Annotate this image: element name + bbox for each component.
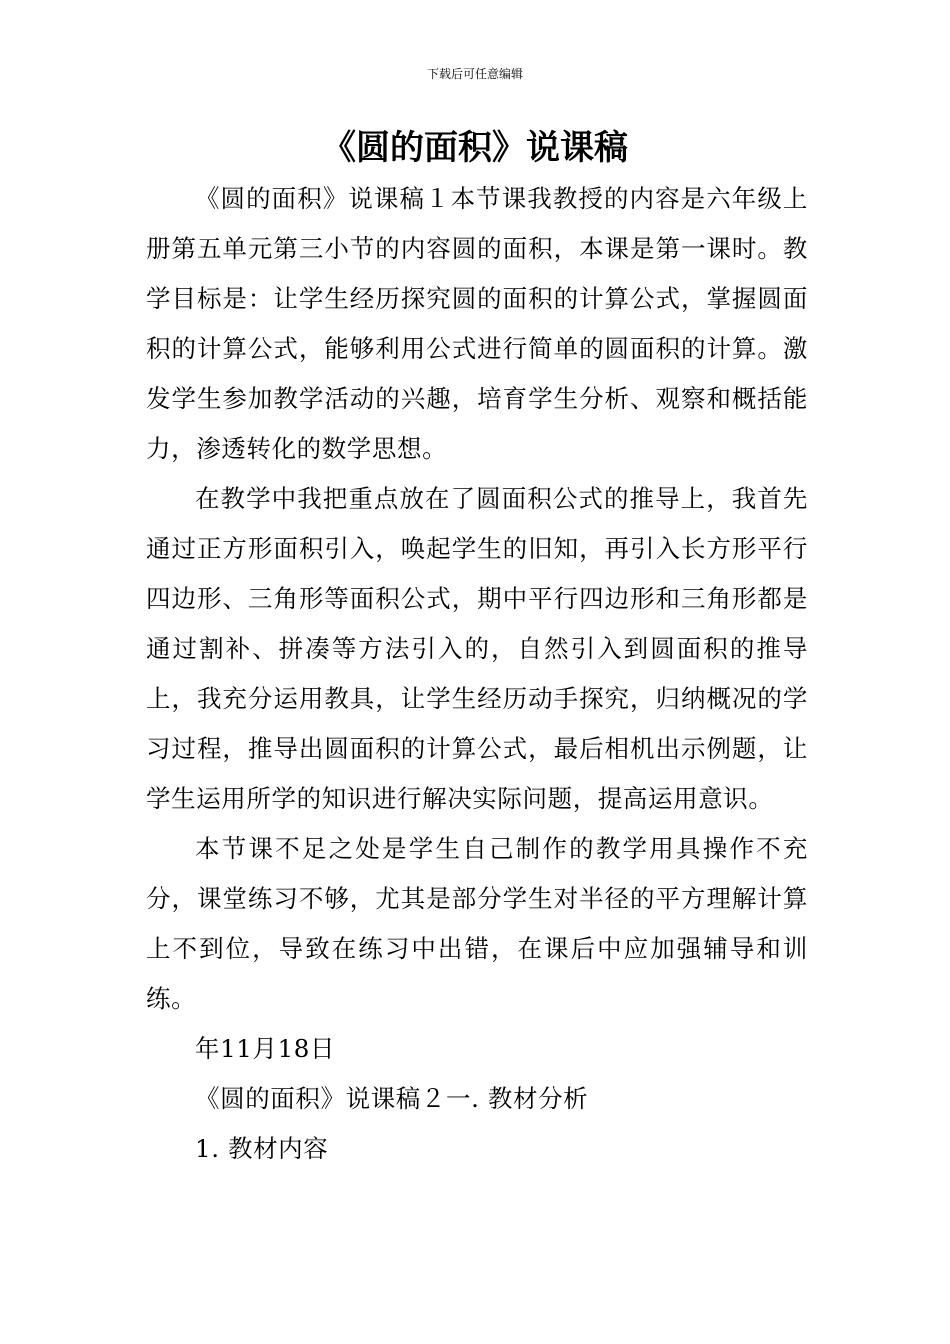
paragraph-teaching-focus: 在教学中我把重点放在了圆面积公式的推导上，我首先通过正方形面积引入，唤起学生的旧知，再引入长方形平行四边形、三角形等面积公式，期中平行四边形和三角形都是通过割补、拼凑等方法引入的，自然引入到圆面积的推导上，我充分运用教具，让学生经历动手探究，归纳概况的学习过程，推导出圆面积的计算公式，最后相机出示例题，让学生运用所学的知识进行解决实际问题，提高运用意识。: [146, 484, 808, 813]
paragraph-subsection-heading: 1. 教材内容: [195, 1134, 329, 1163]
paragraph-section-heading: 《圆的面积》说课稿２一. 教材分析: [195, 1084, 589, 1113]
paragraph-date: 年11月18日: [195, 1034, 336, 1063]
page-header-note: 下载后可任意编辑: [426, 67, 523, 81]
paragraph-shortcomings: 本节课不足之处是学生自己制作的教学用具操作不充分，课堂练习不够，尤其是部分学生对半径的平方理解计算上不到位，导致在练习中出错，在课后中应加强辅导和训练。: [146, 834, 808, 1013]
document-body: [146, 174, 808, 1174]
paragraph-intro: 《圆的面积》说课稿１本节课我教授的内容是六年级上册第五单元第三小节的内容圆的面积，本课是第一课时。教学目标是：让学生经历探究圆的面积的计算公式，掌握圆面积的计算公式，能够利用公式进行简单的圆面积的计算。激发学生参加教学活动的兴趣，培育学生分析、观察和概括能力，渗透转化的数学思想。: [146, 184, 808, 463]
document-title: 《圆的面积》说课稿: [322, 128, 628, 168]
